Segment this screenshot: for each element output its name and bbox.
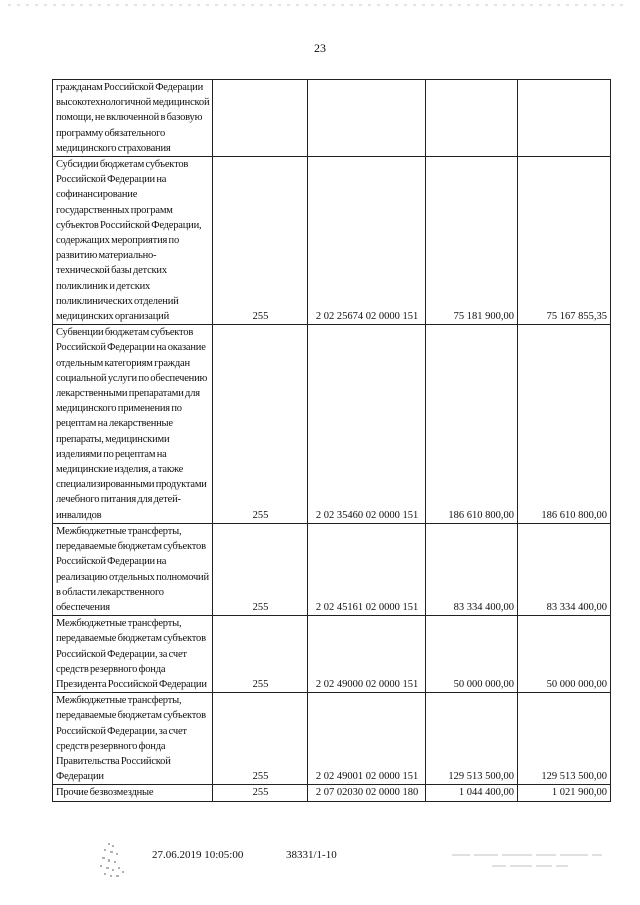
row-kbk: 2 02 25674 02 0000 151 [308,157,426,325]
row-fact [518,80,611,157]
row-code: 255 [213,157,308,325]
row-code: 255 [213,785,308,801]
row-code: 255 [213,693,308,785]
scan-top-noise [8,4,628,6]
row-plan: 50 000 000,00 [426,616,518,693]
row-plan: 186 610 800,00 [426,325,518,524]
row-kbk: 2 02 45161 02 0000 151 [308,523,426,615]
row-fact: 50 000 000,00 [518,616,611,693]
row-code [213,80,308,157]
row-fact: 83 334 400,00 [518,523,611,615]
table-row [53,157,611,325]
faded-stamp-watermark [448,849,608,873]
page-number: 23 [314,41,326,55]
row-code: 255 [213,616,308,693]
row-name: Межбюджетные трансферты, передаваемые бюджетам субъектов Российской Федерации на реализацию отдельных полномочий в области лекарственного обеспечения [53,523,213,615]
document-footer [0,849,640,879]
row-kbk: 2 07 02030 02 0000 180 [308,785,426,801]
row-code: 255 [213,523,308,615]
table-row [53,616,611,693]
table-row [53,785,611,801]
budget-table [52,79,611,802]
row-fact: 1 021 900,00 [518,785,611,801]
row-name: гражданам Российской Федерации высокотехнологичной медицинской помощи, не включенной в базовую программу обязательного медицинского страхования [53,80,213,157]
row-plan: 129 513 500,00 [426,693,518,785]
footer-document-number: 38331/1-10 [286,849,337,861]
row-plan: 83 334 400,00 [426,523,518,615]
row-name: Прочие безвозмездные [53,785,213,801]
footer-datetime: 27.06.2019 10:05:00 [152,849,244,861]
row-fact: 129 513 500,00 [518,693,611,785]
row-fact: 75 167 855,35 [518,157,611,325]
row-kbk: 2 02 35460 02 0000 151 [308,325,426,524]
row-plan [426,80,518,157]
row-plan: 75 181 900,00 [426,157,518,325]
table-row [53,693,611,785]
row-kbk: 2 02 49000 02 0000 151 [308,616,426,693]
row-name: Субвенции бюджетам субъектов Российской Федерации на оказание отдельным категориям граждан социальной услуги по обеспечению лекарственными препаратами для медицинского применения по рецептам на лекарственные препараты, медицинскими изделиями по рецептам на медицинские изделия, а также специализированными продуктами лечебного питания для детей-инвалидов [53,325,213,524]
row-plan: 1 044 400,00 [426,785,518,801]
row-name: Межбюджетные трансферты, передаваемые бюджетам субъектов Российской Федерации, за счет средств резервного фонда Правительства Российской Федерации [53,693,213,785]
row-name: Межбюджетные трансферты, передаваемые бюджетам субъектов Российской Федерации, за счет средств резервного фонда Президента Российской Федерации [53,616,213,693]
table-row [53,80,611,157]
qr-stamp-icon [98,841,126,881]
row-code: 255 [213,325,308,524]
row-kbk: 2 02 49001 02 0000 151 [308,693,426,785]
table-row [53,325,611,524]
row-name: Субсидии бюджетам субъектов Российской Федерации на софинансирование государственных программ субъектов Российской Федерации, содержащих мероприятия по развитию материально-технической базы детских поликлиник и детских поликлинических отделений медицинских организаций [53,157,213,325]
row-kbk [308,80,426,157]
row-fact: 186 610 800,00 [518,325,611,524]
table-row [53,523,611,615]
